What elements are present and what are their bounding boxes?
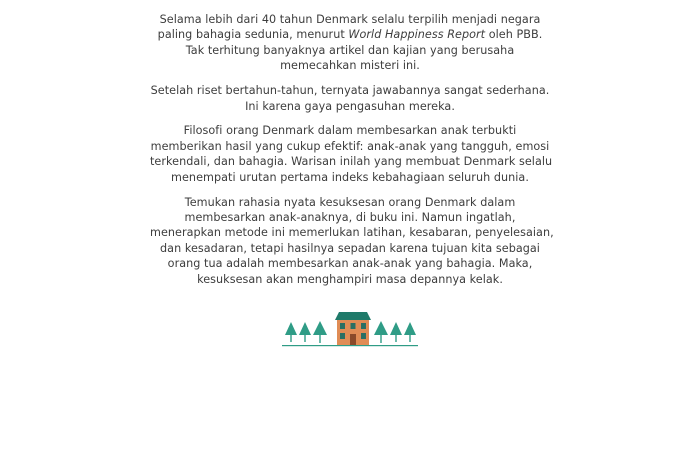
text-line: Tak terhitung banyaknya artikel dan kajian yang berusaha: [185, 43, 515, 57]
text-line: Ini karena gaya pengasuhan mereka.: [245, 99, 455, 113]
text-line: membesarkan anak-anaknya, di buku ini. Namun ingatlah,: [184, 210, 516, 224]
tree-icon: [285, 322, 297, 342]
text-line: menerapkan metode ini memerlukan latihan, kesabaran, penyelesaian,: [150, 226, 554, 240]
tree-icon: [404, 322, 416, 342]
tree-icon: [374, 321, 388, 343]
paragraph: [150, 123, 553, 185]
ground-line: [282, 345, 418, 346]
text-line: kesuksesan akan menghampiri masa depannya kelak.: [197, 272, 503, 286]
text-line: terkendali, dan bahagia. Warisan inilah yang membuat Denmark selalu: [150, 155, 553, 169]
text-line: dan kesadaran, tetapi hasilnya sepadan karena tujuan kita sebagai: [160, 241, 540, 255]
text-segment: oleh PBB.: [485, 28, 543, 42]
house-icon: [335, 312, 371, 345]
text-line: [150, 27, 550, 42]
text-line: memecahkan misteri ini.: [280, 59, 420, 73]
text-line: orang tua adalah membesarkan anak-anak yang bahagia. Maka,: [167, 257, 533, 271]
paragraph: [150, 195, 554, 287]
house-with-trees-icon: [280, 309, 420, 349]
text-line: Filosofi orang Denmark dalam membesarkan anak terbukti: [183, 124, 517, 138]
text-line: Selama lebih dari 40 tahun Denmark selalu terpilih menjadi negara: [159, 13, 541, 26]
paragraph: [150, 83, 550, 114]
tree-icon: [313, 321, 327, 343]
text-line: Setelah riset bertahun-tahun, ternyata jawabannya sangat sederhana.: [150, 84, 550, 98]
report-title: World Happiness Report: [348, 28, 486, 42]
text-segment: paling bahagia sedunia, menurut: [157, 28, 349, 42]
tree-icon: [390, 322, 402, 342]
paragraph: [150, 12, 550, 74]
tree-icon: [299, 322, 311, 342]
blurb-text: [150, 12, 554, 297]
text-line: menempati urutan pertama indeks kebahagiaan seluruh dunia.: [171, 170, 529, 184]
text-line: Temukan rahasia nyata kesuksesan orang Denmark dalam: [184, 195, 516, 209]
text-line: memberikan hasil yang cukup efektif: anak-anak yang tangguh, emosi: [150, 139, 550, 153]
